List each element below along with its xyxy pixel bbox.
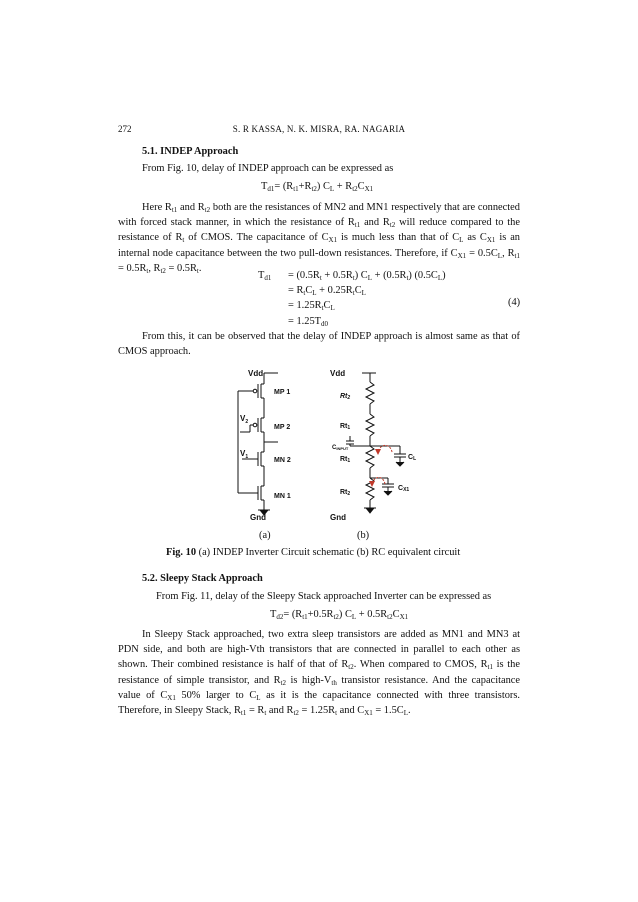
page-number: 272 (118, 124, 132, 134)
subscript: t (303, 289, 306, 298)
subscript: L (256, 693, 261, 702)
text-run: . (408, 705, 411, 717)
subscript: X1 (364, 709, 373, 718)
eq-part: T (258, 270, 265, 281)
text-run: and C (337, 705, 365, 717)
paragraph-intro: From Fig. 10, delay of INDEP approach can be expressed as (142, 163, 394, 175)
label-main: Rt (340, 423, 348, 430)
eq-part: C (357, 181, 365, 192)
section-5-2-body (118, 627, 520, 718)
text-run: 50% larger to C (175, 689, 257, 701)
text-run: = 0.5C (466, 247, 498, 259)
text-run: = 1.5C (372, 705, 404, 717)
subscript: t (146, 266, 149, 275)
text-run: transistor resistance. And the capacitance value of C (118, 674, 520, 701)
subscript: t1 (171, 206, 178, 214)
label-sub: 2 (347, 395, 351, 401)
label-sub: 1 (245, 454, 249, 460)
text-run: = 1.25R (288, 300, 322, 312)
equation-td2 (270, 609, 408, 620)
subscript: t2 (348, 663, 354, 672)
transistor-label: MN 1 (274, 493, 291, 500)
r-mid-label (340, 423, 350, 431)
text-run: ) (442, 270, 446, 281)
text-run: +0.5R (307, 609, 334, 620)
subscript: t1 (487, 663, 493, 672)
eq-part: T (261, 181, 268, 192)
section-heading: 5.1. INDEP Approach (142, 146, 239, 157)
derivation-lhs (258, 268, 288, 283)
subscript: t (406, 274, 409, 282)
subscript: t2 (389, 221, 396, 230)
figure-10 (200, 358, 440, 528)
subscript: th (331, 678, 337, 687)
section-5-1-body (118, 200, 520, 276)
eq-sub: d1 (267, 185, 275, 193)
text-run: C (392, 609, 400, 620)
text-run: is the resistance of simple transistor, and R (118, 659, 520, 686)
r-pd2-label (340, 489, 350, 497)
text-run: = 1.25R (298, 705, 336, 717)
subscript: t2 (280, 678, 287, 687)
subscript: t2 (160, 266, 166, 275)
subscript: L (367, 274, 373, 282)
text-run: both are the resistances of MN2 and MN1 respectively that are connected with forced stack manner, in which the resistance of R (118, 202, 520, 229)
subscript: t2 (387, 613, 393, 621)
eq-part: ) C (316, 181, 330, 192)
text-run: ) C (338, 609, 352, 620)
subscript: t2 (293, 709, 299, 718)
label-sub: X1 (403, 487, 410, 493)
subscript: X1 (167, 693, 176, 702)
c-x1-label (398, 485, 409, 493)
subscript: t1 (240, 709, 247, 718)
gnd-label-a: Gnd (250, 513, 266, 522)
text-run: and R (360, 217, 390, 229)
text-run: + 0.5R (321, 270, 353, 281)
subscript: L (330, 304, 335, 313)
equation-td1 (261, 181, 373, 192)
label-sub: 2 (245, 419, 249, 425)
subscript: d2 (276, 613, 284, 621)
running-header-authors: S. R KASSA, N. K. MISRA, RA. NAGARIA (232, 124, 406, 134)
text-run: + (0.5R (372, 270, 407, 281)
text-run: as C (463, 232, 487, 244)
c-load-label (408, 454, 416, 462)
label-main: Rt (340, 456, 348, 463)
text-run: = (R (283, 609, 303, 620)
paragraph-conclusion: From this, it can be observed that the delay of INDEP approach is almost same as that of CMOS approach. (118, 331, 520, 358)
vdd-label-a: Vdd (248, 369, 264, 378)
paragraph-sleepy-stack (118, 627, 520, 718)
text-run: C (323, 300, 331, 312)
text-run: = 0.5R (165, 262, 197, 274)
label-main: C (398, 485, 404, 492)
derivation-row (288, 316, 328, 327)
subscript: t1 (302, 613, 308, 621)
eq-part: + R (334, 181, 353, 192)
subfigure-label-b: (b) (357, 530, 370, 541)
derivation-row (288, 285, 366, 296)
transistor-label: MP 2 (274, 424, 291, 431)
eq-sub: t2 (311, 185, 317, 193)
transistor-label: MP 1 (274, 389, 291, 396)
subscript: t (352, 289, 355, 298)
paragraph-intro: From Fig. 11, delay of the Sleepy Stack approached Inverter can be expressed as (156, 591, 492, 603)
equation-derivation (258, 268, 446, 329)
circuit-b (346, 373, 406, 513)
subscript: t2 (333, 613, 339, 621)
subscript: t1 (354, 221, 361, 230)
text-run: will reduce compared to the resistance of R (118, 217, 520, 244)
text-run: , R (148, 262, 161, 274)
text-run: is high-V (286, 674, 332, 686)
c-input-label (332, 445, 349, 451)
subscript: t (352, 274, 355, 282)
subscript: X1 (457, 251, 467, 260)
r-top-label (340, 393, 350, 401)
text-run: + 0.5R (356, 609, 388, 620)
figure-caption-text: (a) INDEP Inverter Circuit schematic (b) RC equivalent circuit (196, 547, 461, 558)
text-run: = 1.25T (288, 315, 321, 327)
subscript: d0 (321, 319, 328, 328)
subscript: t2 (204, 206, 211, 214)
text-run: as it is the capacitance connected with three transistors. Therefore, in Sleepy Stack, R (118, 689, 520, 717)
text-run: Here R (142, 202, 172, 213)
label-main: C (408, 454, 414, 461)
text-run: In Sleepy Stack approached, two extra sleep transistors are added as MN1 and MN3 at PDN side, and both are high-Vth transistors that are connected in parallel to each other as shown. Their combined resistance is half of that of R (118, 629, 520, 671)
subscript: t (182, 236, 185, 245)
subscript: t (264, 709, 267, 718)
section-5-2 (118, 571, 520, 604)
text-run: and R (266, 705, 294, 717)
text-run: ) C (354, 270, 368, 281)
input-v1-label (240, 449, 248, 460)
subscript: L (437, 274, 443, 282)
text-run: ) (0.5C (408, 270, 438, 281)
equation-number: (4) (508, 297, 521, 308)
text-run: is much less than that of C (337, 232, 460, 244)
text-run: and R (177, 202, 205, 213)
text-run: of CMOS. The capacitance of C (184, 232, 329, 244)
eq-sub: t2 (352, 185, 358, 193)
subscript: L (403, 709, 409, 718)
eq-sub: d1 (264, 274, 272, 282)
section-heading: 5.2. Sleepy Stack Approach (142, 573, 263, 584)
derivation-row (288, 300, 335, 311)
text-run: is an internal node capacitance between the two pull-down resistances. Therefore, if C (118, 232, 521, 259)
subscript: X1 (399, 613, 409, 621)
vdd-label-b: Vdd (330, 369, 346, 378)
figure-caption-label: Fig. 10 (166, 547, 197, 558)
subscript: t1 (514, 251, 520, 260)
text-run: + 0.25R (316, 285, 353, 297)
subscript: t (319, 274, 322, 282)
gnd-label-b: Gnd (330, 513, 346, 522)
label-sub: 1 (347, 425, 351, 431)
subscript: L (351, 613, 357, 621)
text-run: T (270, 609, 277, 620)
label-main: Rt (340, 393, 348, 400)
input-v2-label (240, 414, 248, 425)
subscript: L (459, 236, 464, 245)
eq-sub: L (329, 185, 335, 193)
subscript: L (361, 289, 366, 298)
subscript: L (312, 289, 317, 298)
subscript: X1 (328, 236, 338, 245)
text-run: = (0.5R (288, 270, 320, 281)
label-main: Rt (340, 489, 348, 496)
subscript: t (335, 709, 338, 718)
label-sub: 1 (347, 458, 351, 464)
section-5-1-conclusion (118, 329, 520, 359)
derivation-row (288, 270, 446, 281)
eq-sub: t1 (293, 185, 299, 193)
subfigure-label-a: (a) (259, 530, 271, 541)
label-sub: INPUT (336, 446, 349, 451)
eq-part: +R (298, 181, 312, 192)
text-run: . (198, 262, 202, 274)
text-run: , R (502, 247, 515, 259)
text-run: = R (246, 705, 265, 717)
text-run: . When compared to CMOS, R (353, 659, 488, 671)
label-sub: 2 (347, 491, 351, 497)
transistor-label: MN 2 (274, 457, 291, 464)
text-run: C (305, 285, 313, 297)
subscript: t (321, 304, 324, 313)
subscript: t (196, 266, 199, 275)
subscript: L (497, 251, 503, 260)
eq-part: = (R (274, 181, 294, 192)
section-5-1 (118, 144, 520, 176)
figure-caption (166, 547, 460, 558)
circuit-a (238, 369, 278, 515)
eq-sub: X1 (364, 185, 374, 193)
label-main: C (332, 445, 337, 451)
label-main: V (240, 449, 246, 458)
text-run: = R (288, 285, 304, 297)
label-sub: L (413, 456, 417, 462)
paragraph-resistances (118, 200, 520, 276)
r-pd1-label (340, 456, 350, 464)
text-run: C (354, 285, 362, 297)
label-main: V (240, 414, 246, 423)
text-run: = 0.5R (118, 262, 147, 274)
subscript: X1 (486, 236, 496, 245)
